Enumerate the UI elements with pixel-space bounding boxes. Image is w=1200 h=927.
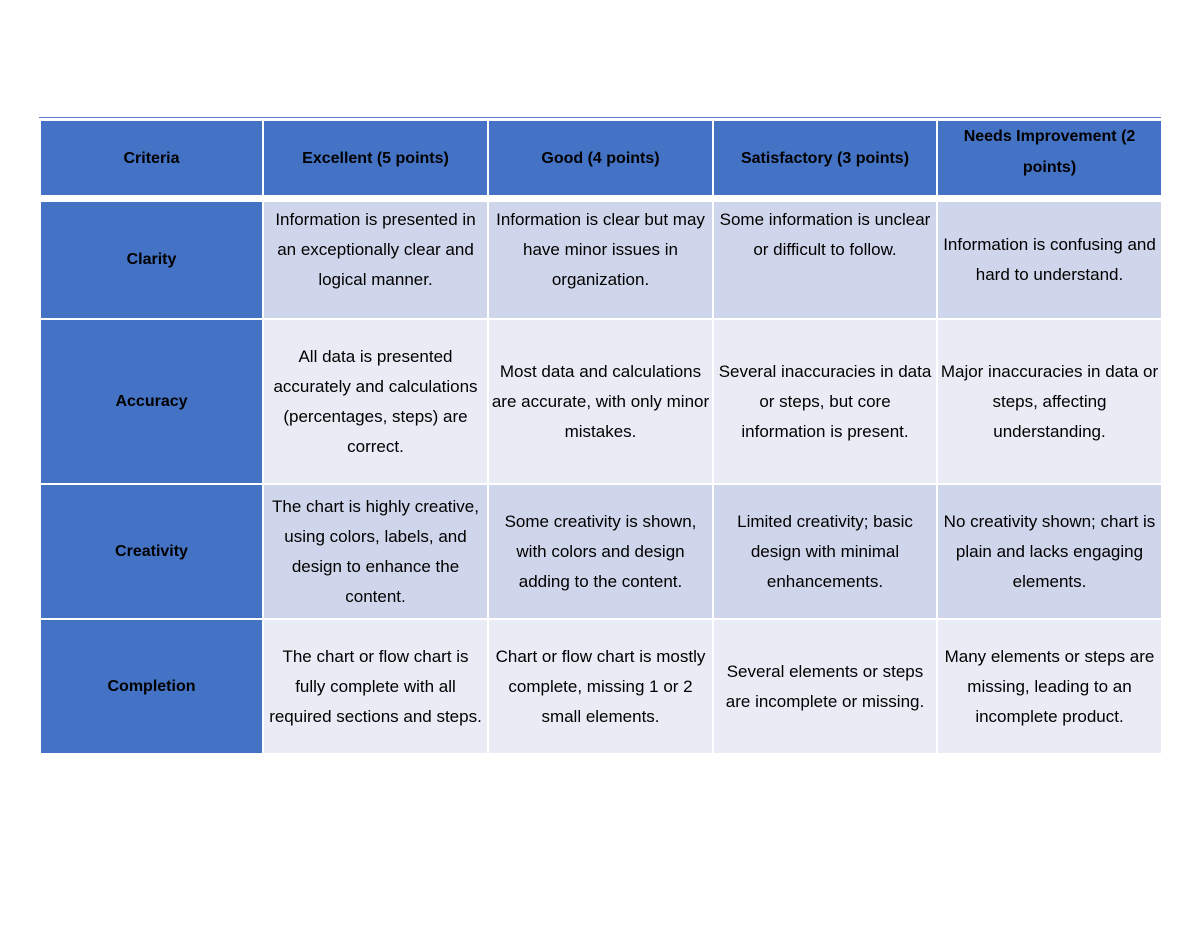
cell-clarity-needs-improvement: Information is confusing and hard to understand. [937,201,1162,319]
cell-accuracy-needs-improvement: Major inaccuracies in data or steps, affecting understanding. [937,319,1162,484]
table-row [40,619,1162,754]
header-excellent: Excellent (5 points) [263,120,488,196]
table-row [40,319,1162,484]
criterion-creativity: Creativity [40,484,263,619]
cell-clarity-satisfactory: Some information is unclear or difficult to follow. [713,201,937,319]
cell-completion-needs-improvement: Many elements or steps are missing, leading to an incomplete product. [937,619,1162,754]
header-good: Good (4 points) [488,120,713,196]
cell-accuracy-excellent: All data is presented accurately and calculations (percentages, steps) are correct. [263,319,488,484]
cell-clarity-excellent: Information is presented in an exceptionally clear and logical manner. [263,201,488,319]
header-criteria: Criteria [40,120,263,196]
header-needs-improvement: Needs Improvement (2 points) [937,120,1162,196]
header-row [40,120,1162,196]
criterion-clarity: Clarity [40,201,263,319]
rubric-table [39,119,1163,755]
header-satisfactory: Satisfactory (3 points) [713,120,937,196]
cell-creativity-excellent: The chart is highly creative, using colors, labels, and design to enhance the content. [263,484,488,619]
table-top-rule [39,117,1161,118]
cell-completion-excellent: The chart or flow chart is fully complete with all required sections and steps. [263,619,488,754]
cell-accuracy-good: Most data and calculations are accurate, with only minor mistakes. [488,319,713,484]
cell-creativity-good: Some creativity is shown, with colors and design adding to the content. [488,484,713,619]
cell-creativity-needs-improvement: No creativity shown; chart is plain and lacks engaging elements. [937,484,1162,619]
cell-completion-satisfactory: Several elements or steps are incomplete or missing. [713,619,937,754]
cell-accuracy-satisfactory: Several inaccuracies in data or steps, but core information is present. [713,319,937,484]
criterion-completion: Completion [40,619,263,754]
criterion-accuracy: Accuracy [40,319,263,484]
cell-completion-good: Chart or flow chart is mostly complete, missing 1 or 2 small elements. [488,619,713,754]
table-row [40,201,1162,319]
cell-clarity-good: Information is clear but may have minor issues in organization. [488,201,713,319]
table-row [40,484,1162,619]
cell-creativity-satisfactory: Limited creativity; basic design with minimal enhancements. [713,484,937,619]
